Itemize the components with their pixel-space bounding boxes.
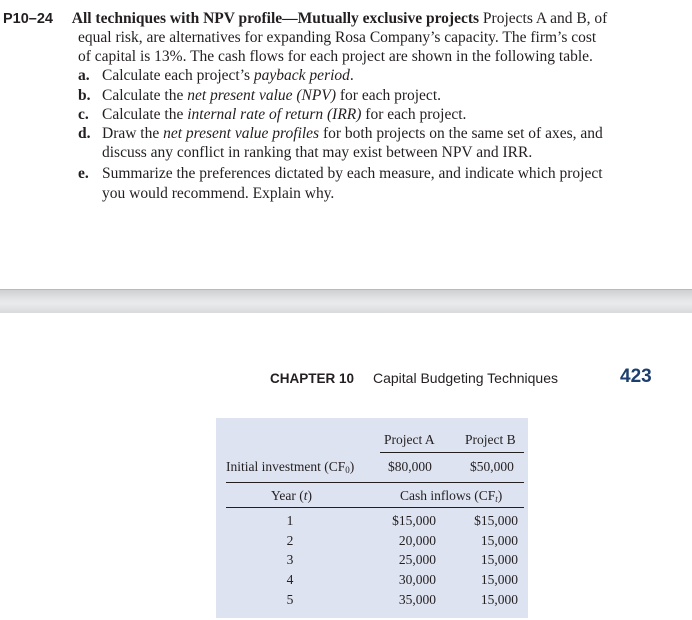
- initial-label-text: Initial investment (CF: [226, 459, 346, 474]
- year-header-text: Year (: [271, 488, 304, 503]
- initial-label-sub: 0: [345, 465, 350, 475]
- initial-investment-label: Initial investment $(CF_0)$: [226, 459, 355, 475]
- table-row-b: 15,000: [480, 552, 518, 567]
- problem-intro-1: Projects A and B, of: [482, 10, 608, 27]
- initial-b: $50,000: [470, 459, 514, 474]
- part-b-text: Calculate the: [102, 87, 188, 104]
- year-header-var: t: [303, 488, 308, 503]
- part-a-end: .: [349, 67, 354, 84]
- problem-intro-2: equal risk, are alternatives for expanding Rosa Company’s capacity. The firm’s cost: [78, 29, 597, 46]
- part-d: [78, 124, 603, 143]
- problem-line-1: [3, 9, 607, 29]
- problem-title: All techniques with NPV profile—Mutually exclusive projects: [71, 10, 480, 27]
- header-project-b: Project B: [465, 432, 516, 447]
- part-a-emphasis: payback period: [253, 67, 350, 84]
- table-row-b: 15,000: [480, 572, 518, 587]
- table-row-b: 15,000: [480, 533, 518, 548]
- table-row-b: 15,000: [480, 592, 518, 607]
- page-divider: [0, 290, 692, 313]
- part-e-label: e.: [78, 165, 89, 182]
- part-d-continued: discuss any conflict in ranking that may exist between NPV and IRR.: [102, 144, 533, 161]
- part-d-emphasis: net present value profiles: [163, 125, 320, 142]
- part-c: [78, 105, 466, 124]
- part-d-text: Draw the: [102, 125, 164, 142]
- cash-header-sub: t: [495, 494, 498, 504]
- part-a-text: Calculate each project’s: [102, 67, 254, 84]
- table-row-year: 5: [286, 592, 294, 607]
- table-row-a: 30,000: [398, 572, 436, 587]
- table-row-a: $15,000: [392, 513, 436, 528]
- initial-a: $80,000: [388, 459, 432, 474]
- part-b: [78, 86, 441, 105]
- problem-id: P10–24: [3, 11, 53, 27]
- part-e-continued: you would recommend. Explain why.: [102, 185, 335, 202]
- table-row-year: 4: [286, 572, 294, 587]
- cash-inflows-header: Cash inflows $(CF_t)$: [400, 488, 503, 504]
- table-row-a: 25,000: [398, 552, 436, 567]
- table-row-a: 20,000: [398, 533, 436, 548]
- table-row-a: 35,000: [398, 592, 436, 607]
- page-number: 423: [620, 366, 652, 387]
- table-row-year: 2: [286, 533, 294, 548]
- table-row-year: 3: [286, 552, 294, 567]
- part-b-end: for each project.: [336, 87, 441, 104]
- part-e: [78, 164, 603, 183]
- part-e-text: Summarize the preferences dictated by each measure, and indicate which project: [102, 165, 603, 182]
- problem-intro-3: of capital is 13%. The cash flows for each project are shown in the following table.: [78, 48, 593, 65]
- header-rule: [380, 452, 524, 453]
- part-c-emphasis: internal rate of return (IRR): [187, 106, 362, 123]
- part-d-end: for both projects on the same set of axes, and: [319, 125, 603, 142]
- table-row-year: 1: [286, 513, 294, 528]
- part-d-label: d.: [78, 125, 91, 142]
- part-a: [78, 66, 354, 85]
- cash-header-text: Cash inflows (CF: [400, 488, 496, 503]
- year-header: Year (t): [271, 488, 313, 503]
- part-c-label: c.: [78, 106, 89, 123]
- section-rule: [226, 482, 524, 483]
- part-c-text: Calculate the: [102, 106, 188, 123]
- table-row-b: $15,000: [474, 513, 518, 528]
- column-header-rule: [226, 507, 524, 508]
- chapter-number: CHAPTER 10: [270, 371, 355, 386]
- part-c-end: for each project.: [361, 106, 467, 123]
- part-b-label: b.: [78, 87, 91, 104]
- chapter-title: Capital Budgeting Techniques: [373, 370, 558, 386]
- header-project-a: Project A: [384, 432, 435, 447]
- part-b-emphasis: net present value (NPV): [187, 87, 336, 104]
- part-a-label: a.: [78, 67, 90, 84]
